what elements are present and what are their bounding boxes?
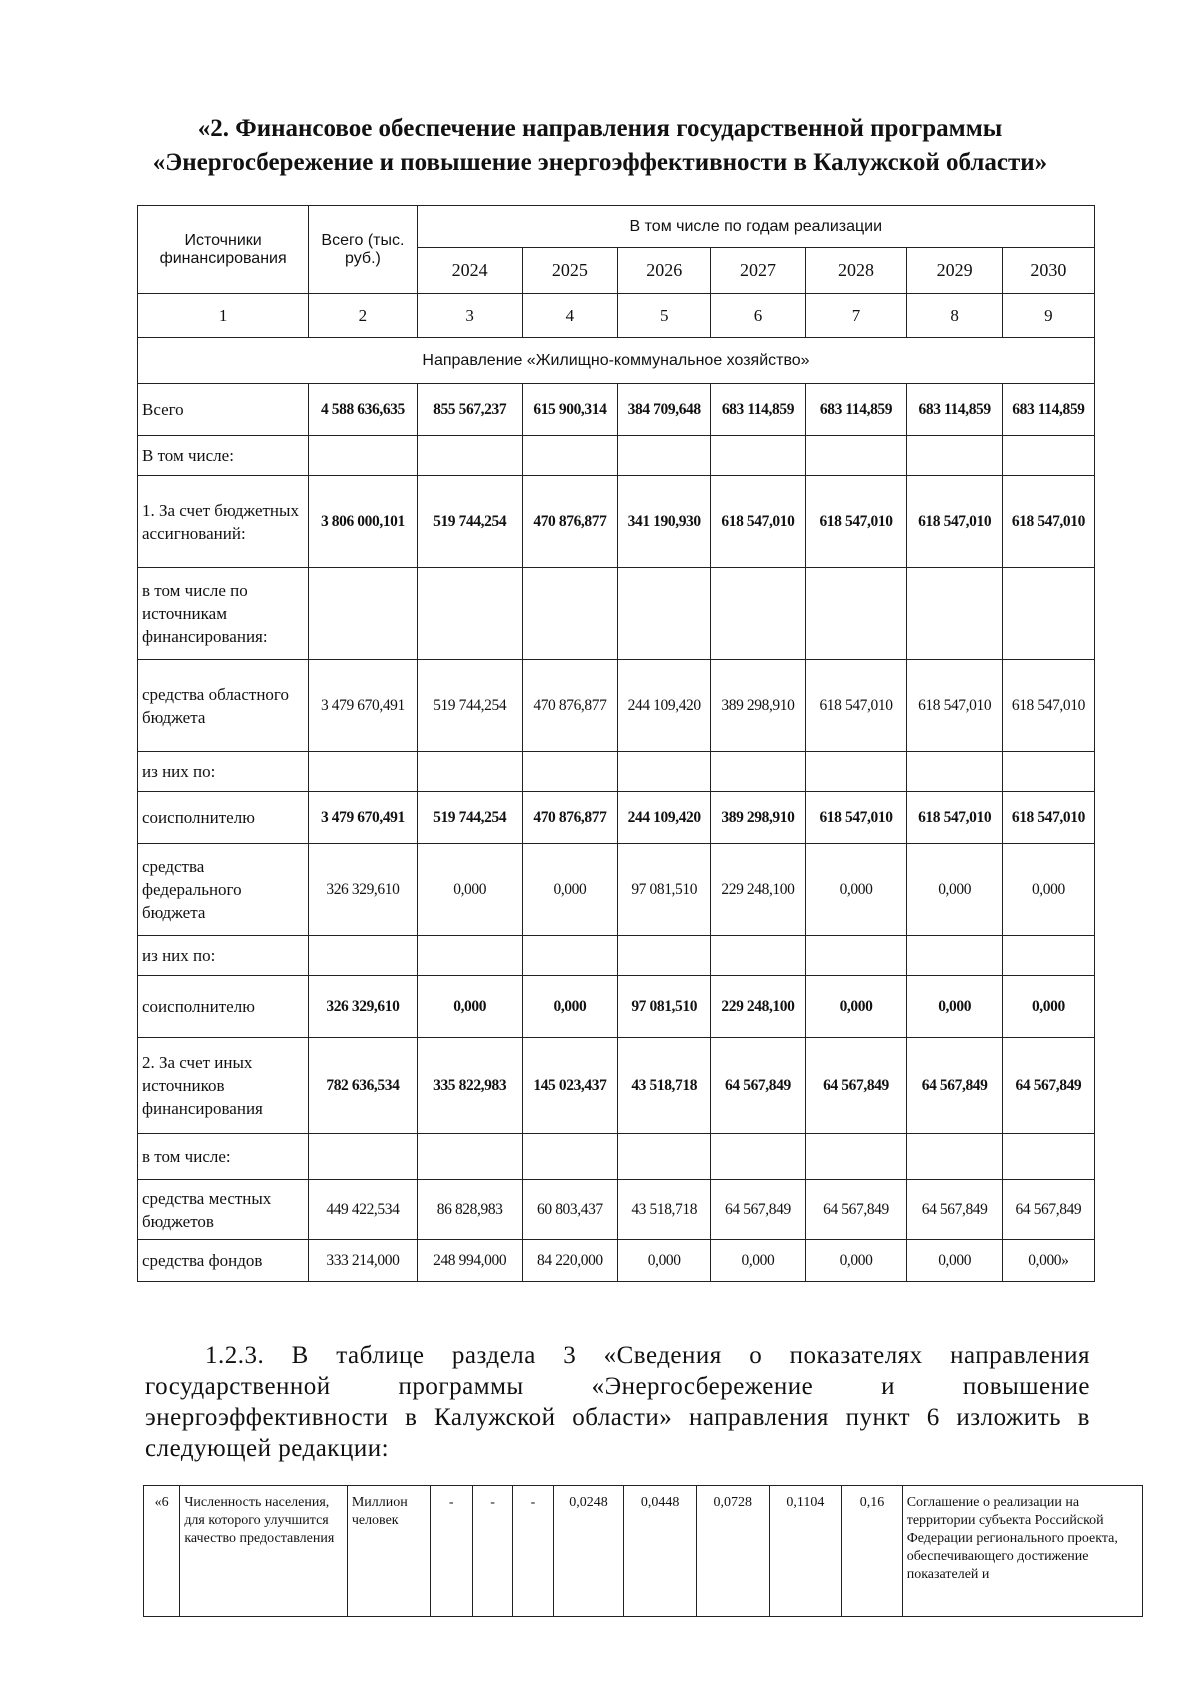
header-by-years: В том числе по годам реализации xyxy=(417,206,1094,248)
row-value xyxy=(907,752,1002,792)
row-value: 0,000 xyxy=(907,844,1002,936)
row-value xyxy=(805,936,907,976)
row-value xyxy=(711,752,805,792)
row-value: 64 567,849 xyxy=(907,1038,1002,1134)
financing-row xyxy=(138,476,1095,568)
row-value: 4 588 636,635 xyxy=(309,384,417,436)
indicator-cell: 0,0448 xyxy=(624,1486,697,1617)
row-value xyxy=(417,936,522,976)
row-value xyxy=(309,752,417,792)
row-label: из них по: xyxy=(138,936,309,976)
column-index: 2 xyxy=(309,294,417,338)
row-value xyxy=(522,436,617,476)
column-index: 1 xyxy=(138,294,309,338)
row-value: 618 547,010 xyxy=(805,660,907,752)
row-value xyxy=(417,752,522,792)
column-index: 6 xyxy=(711,294,805,338)
row-value: 782 636,534 xyxy=(309,1038,417,1134)
amendment-text: 1.2.3. В таблице раздела 3 «Сведения о показателях направления государственной программы «Энергосбережение и повышение энергоэффективности в Калужской области» направления пункт 6 изложить в следующей редакции: xyxy=(145,1342,1090,1462)
row-value: 389 298,910 xyxy=(711,792,805,844)
row-value xyxy=(618,1134,711,1180)
row-value xyxy=(907,568,1002,660)
row-value: 0,000 xyxy=(907,1240,1002,1282)
row-value: 3 479 670,491 xyxy=(309,792,417,844)
row-value: 683 114,859 xyxy=(907,384,1002,436)
row-value: 0,000 xyxy=(805,1240,907,1282)
row-value xyxy=(618,936,711,976)
financing-row xyxy=(138,568,1095,660)
indicator-table xyxy=(143,1485,1143,1617)
row-value xyxy=(907,436,1002,476)
header-year: 2024 xyxy=(417,248,522,294)
header-year: 2028 xyxy=(805,248,907,294)
row-value: 618 547,010 xyxy=(907,792,1002,844)
row-value: 519 744,254 xyxy=(417,792,522,844)
financing-row xyxy=(138,1134,1095,1180)
row-value: 333 214,000 xyxy=(309,1240,417,1282)
row-value xyxy=(417,436,522,476)
row-value xyxy=(805,752,907,792)
row-value: 0,000 xyxy=(805,844,907,936)
row-value xyxy=(522,568,617,660)
row-label: из них по: xyxy=(138,752,309,792)
row-value: 618 547,010 xyxy=(907,476,1002,568)
row-value: 519 744,254 xyxy=(417,660,522,752)
row-value: 64 567,849 xyxy=(805,1038,907,1134)
row-value xyxy=(805,1134,907,1180)
financing-row xyxy=(138,1180,1095,1240)
indicator-cell: 0,1104 xyxy=(769,1486,842,1617)
row-value: 86 828,983 xyxy=(417,1180,522,1240)
financing-row xyxy=(138,1240,1095,1282)
row-value: 326 329,610 xyxy=(309,976,417,1038)
row-value: 0,000 xyxy=(417,976,522,1038)
row-value xyxy=(907,1134,1002,1180)
row-value: 335 822,983 xyxy=(417,1038,522,1134)
column-index: 5 xyxy=(618,294,711,338)
row-value: 470 876,877 xyxy=(522,476,617,568)
column-index: 7 xyxy=(805,294,907,338)
indicator-cell: Миллион человек xyxy=(347,1486,430,1617)
row-value: 60 803,437 xyxy=(522,1180,617,1240)
document-title xyxy=(120,112,1080,180)
row-label: В том числе: xyxy=(138,436,309,476)
row-value: 618 547,010 xyxy=(711,476,805,568)
column-index: 8 xyxy=(907,294,1002,338)
row-value xyxy=(1002,436,1094,476)
row-value xyxy=(711,568,805,660)
row-value: 43 518,718 xyxy=(618,1038,711,1134)
row-value: 229 248,100 xyxy=(711,844,805,936)
row-label: 1. За счет бюджетных ассигнований: xyxy=(138,476,309,568)
indicator-cell: 0,0728 xyxy=(696,1486,769,1617)
column-index-row xyxy=(138,294,1095,338)
row-value xyxy=(417,568,522,660)
row-value: 84 220,000 xyxy=(522,1240,617,1282)
row-value xyxy=(1002,752,1094,792)
row-value: 341 190,930 xyxy=(618,476,711,568)
row-label: соисполнителю xyxy=(138,976,309,1038)
row-value: 683 114,859 xyxy=(1002,384,1094,436)
row-value: 0,000 xyxy=(711,1240,805,1282)
header-year: 2026 xyxy=(618,248,711,294)
row-value: 248 994,000 xyxy=(417,1240,522,1282)
row-value: 470 876,877 xyxy=(522,660,617,752)
financing-row xyxy=(138,1038,1095,1134)
row-label: Всего xyxy=(138,384,309,436)
row-label: в том числе по источникам финансирования: xyxy=(138,568,309,660)
row-value xyxy=(805,436,907,476)
indicator-row xyxy=(144,1486,1143,1617)
row-value: 3 806 000,101 xyxy=(309,476,417,568)
row-value: 618 547,010 xyxy=(805,792,907,844)
row-value xyxy=(522,1134,617,1180)
row-value: 64 567,849 xyxy=(907,1180,1002,1240)
row-label: 2. За счет иных источников финансирования xyxy=(138,1038,309,1134)
row-value xyxy=(1002,1134,1094,1180)
financing-row xyxy=(138,936,1095,976)
row-value xyxy=(711,936,805,976)
indicator-cell: 0,16 xyxy=(842,1486,903,1617)
row-value: 683 114,859 xyxy=(805,384,907,436)
row-label: средства местных бюджетов xyxy=(138,1180,309,1240)
row-value: 244 109,420 xyxy=(618,792,711,844)
title-line-2: «Энергосбережение и повышение энергоэффективности в Калужской области» xyxy=(152,149,1048,176)
row-value xyxy=(309,1134,417,1180)
row-value: 0,000 xyxy=(522,844,617,936)
row-value: 0,000 xyxy=(1002,844,1094,936)
indicator-cell: Соглашение о реализации на территории субъекта Российской Федерации регионального проекта, обеспечивающего достижение показателей и xyxy=(902,1486,1142,1617)
financing-row xyxy=(138,660,1095,752)
financing-row xyxy=(138,436,1095,476)
row-value xyxy=(417,1134,522,1180)
header-total: Всего (тыс. руб.) xyxy=(309,206,417,294)
row-value: 615 900,314 xyxy=(522,384,617,436)
amendment-paragraph xyxy=(145,1340,1090,1464)
row-value: 0,000 xyxy=(805,976,907,1038)
row-value xyxy=(1002,568,1094,660)
row-value: 244 109,420 xyxy=(618,660,711,752)
row-value: 0,000 xyxy=(522,976,617,1038)
row-value: 64 567,849 xyxy=(805,1180,907,1240)
financing-rows xyxy=(138,384,1095,1282)
row-value: 0,000 xyxy=(417,844,522,936)
row-label: соисполнителю xyxy=(138,792,309,844)
row-label: средства фондов xyxy=(138,1240,309,1282)
row-value xyxy=(805,568,907,660)
section-heading: Направление «Жилищно-коммунальное хозяйство» xyxy=(138,338,1095,384)
row-value xyxy=(309,936,417,976)
row-value: 64 567,849 xyxy=(1002,1038,1094,1134)
row-value xyxy=(309,568,417,660)
row-value: 229 248,100 xyxy=(711,976,805,1038)
row-value: 519 744,254 xyxy=(417,476,522,568)
indicator-cell: - xyxy=(513,1486,553,1617)
row-value: 0,000 xyxy=(618,1240,711,1282)
row-label: средства областного бюджета xyxy=(138,660,309,752)
row-value: 389 298,910 xyxy=(711,660,805,752)
row-value: 384 709,648 xyxy=(618,384,711,436)
row-value: 145 023,437 xyxy=(522,1038,617,1134)
row-value: 64 567,849 xyxy=(711,1038,805,1134)
column-index: 3 xyxy=(417,294,522,338)
row-value xyxy=(618,568,711,660)
indicator-cell: 0,0248 xyxy=(553,1486,624,1617)
row-value: 470 876,877 xyxy=(522,792,617,844)
row-value xyxy=(618,752,711,792)
row-label: средства федерального бюджета xyxy=(138,844,309,936)
row-value: 43 518,718 xyxy=(618,1180,711,1240)
row-label: в том числе: xyxy=(138,1134,309,1180)
row-value xyxy=(522,752,617,792)
row-value xyxy=(711,436,805,476)
row-value xyxy=(711,1134,805,1180)
header-year: 2030 xyxy=(1002,248,1094,294)
row-value: 64 567,849 xyxy=(1002,1180,1094,1240)
column-index: 4 xyxy=(522,294,617,338)
row-value xyxy=(1002,936,1094,976)
row-value: 618 547,010 xyxy=(1002,792,1094,844)
row-value: 0,000 xyxy=(907,976,1002,1038)
row-value: 618 547,010 xyxy=(907,660,1002,752)
row-value xyxy=(618,436,711,476)
header-year: 2029 xyxy=(907,248,1002,294)
indicator-cell: - xyxy=(430,1486,472,1617)
financing-row xyxy=(138,844,1095,936)
row-value: 97 081,510 xyxy=(618,844,711,936)
header-source: Источники финансирования xyxy=(138,206,309,294)
financing-row xyxy=(138,792,1095,844)
indicator-cell: Численность населения, для которого улучшится качество предоставления xyxy=(180,1486,348,1617)
row-value: 618 547,010 xyxy=(1002,660,1094,752)
row-value: 0,000 xyxy=(1002,976,1094,1038)
header-year: 2027 xyxy=(711,248,805,294)
indicator-cell: «6 xyxy=(144,1486,180,1617)
row-value xyxy=(522,936,617,976)
row-value: 3 479 670,491 xyxy=(309,660,417,752)
header-year: 2025 xyxy=(522,248,617,294)
row-value: 326 329,610 xyxy=(309,844,417,936)
row-value: 618 547,010 xyxy=(1002,476,1094,568)
row-value xyxy=(309,436,417,476)
row-value: 683 114,859 xyxy=(711,384,805,436)
row-value: 855 567,237 xyxy=(417,384,522,436)
row-value: 64 567,849 xyxy=(711,1180,805,1240)
financing-row xyxy=(138,976,1095,1038)
row-value: 618 547,010 xyxy=(805,476,907,568)
financing-row xyxy=(138,384,1095,436)
row-value: 97 081,510 xyxy=(618,976,711,1038)
title-line-1: «2. Финансовое обеспечение направления государственной программы xyxy=(197,115,1003,142)
row-value: 0,000» xyxy=(1002,1240,1094,1282)
financing-row xyxy=(138,752,1095,792)
column-index: 9 xyxy=(1002,294,1094,338)
row-value xyxy=(907,936,1002,976)
row-value: 449 422,534 xyxy=(309,1180,417,1240)
indicator-cell: - xyxy=(472,1486,512,1617)
financing-table xyxy=(137,205,1095,1282)
